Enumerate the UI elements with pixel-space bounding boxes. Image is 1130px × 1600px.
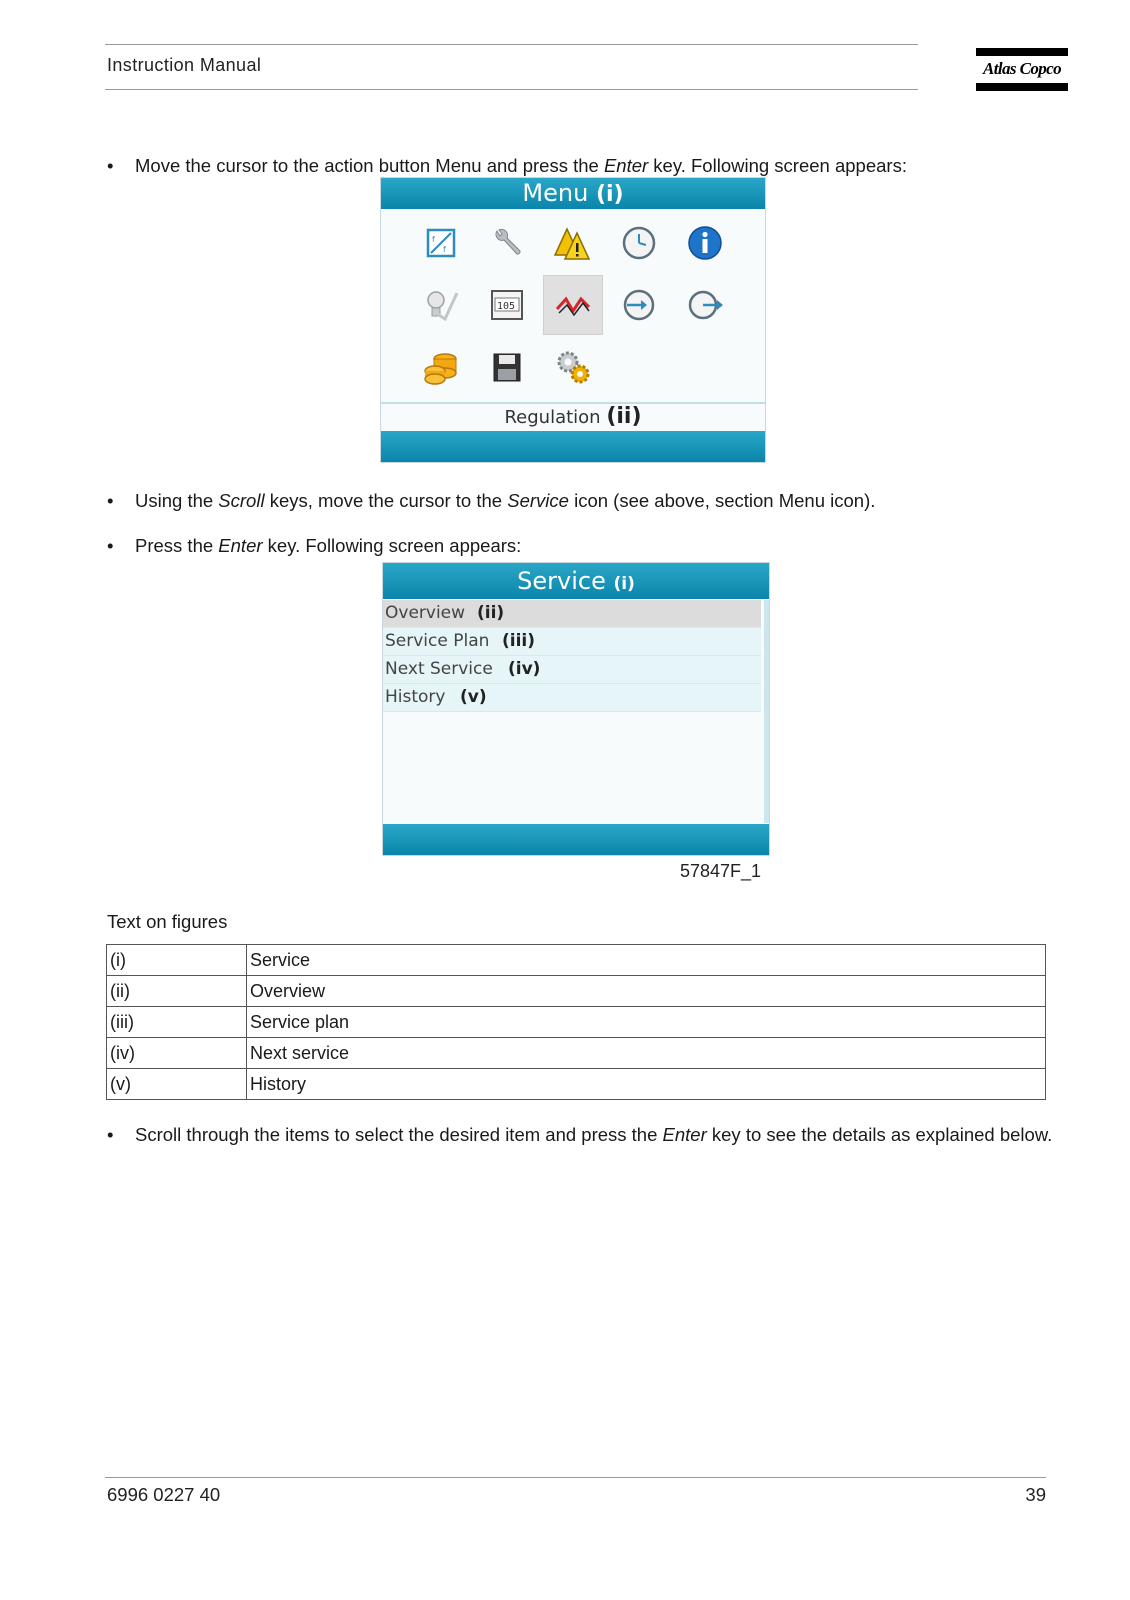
logo-bar-top xyxy=(976,48,1068,56)
logo-bar-bottom xyxy=(976,83,1068,91)
bullet-2-text: Using the Scroll keys, move the cursor to the Service icon (see above, section Menu icon). xyxy=(135,490,876,511)
table-cell-ref: (iv) xyxy=(107,1038,247,1069)
bullet-dot: • xyxy=(107,155,114,176)
table-row xyxy=(107,1069,1046,1100)
menu-screen xyxy=(380,177,766,463)
service-item-history[interactable]: History (v) xyxy=(383,684,761,712)
service-scrollbar[interactable] xyxy=(764,600,769,823)
lightbulb-check-icon[interactable] xyxy=(412,276,470,334)
document-number: 6996 0227 40 xyxy=(107,1484,221,1505)
table-row xyxy=(107,945,1046,976)
table-cell-text: Next service xyxy=(247,1038,1046,1069)
svg-text:f: f xyxy=(432,235,435,244)
footer-rule xyxy=(105,1477,1046,1478)
svg-text:f: f xyxy=(443,245,446,254)
header-rule-top xyxy=(105,44,918,45)
table-cell-ref: (v) xyxy=(107,1069,247,1100)
document-title: Instruction Manual xyxy=(107,55,262,75)
wrench-icon[interactable] xyxy=(478,214,536,272)
counter-icon[interactable] xyxy=(478,276,536,334)
warning-icon[interactable] xyxy=(544,214,602,272)
bullet-dot: • xyxy=(107,490,114,511)
svg-text:105: 105 xyxy=(497,301,516,312)
arrow-in-icon[interactable] xyxy=(610,276,668,334)
table-cell-text: History xyxy=(247,1069,1046,1100)
regulation-icon[interactable] xyxy=(543,275,603,335)
menu-selected-label: Regulation (ii) xyxy=(504,404,642,429)
service-item-next-service[interactable]: Next Service (iv) xyxy=(383,656,761,684)
bullet-4-text: Scroll through the items to select the desired item and press the Enter key to see the details as explained below. xyxy=(135,1124,1053,1145)
coins-icon[interactable] xyxy=(412,338,470,396)
arrow-out-icon[interactable] xyxy=(676,276,734,334)
table-row xyxy=(107,1038,1046,1069)
inputs-icon[interactable] xyxy=(412,214,470,272)
save-icon[interactable] xyxy=(478,338,536,396)
info-icon[interactable] xyxy=(676,214,734,272)
table-row xyxy=(107,976,1046,1007)
bullet-dot: • xyxy=(107,1124,114,1145)
table-cell-text: Service xyxy=(247,945,1046,976)
clock-icon[interactable] xyxy=(610,214,668,272)
table-cell-text: Overview xyxy=(247,976,1046,1007)
text-on-figures-table xyxy=(106,944,1046,1100)
figure-id: 57847F_1 xyxy=(680,861,762,881)
menu-title: Menu (i) xyxy=(522,179,624,207)
table-caption: Text on figures xyxy=(107,911,228,932)
table-cell-ref: (ii) xyxy=(107,976,247,1007)
bullet-1-text: Move the cursor to the action button Menu and press the Enter key. Following screen appears: xyxy=(135,155,907,176)
menu-bottom-bar xyxy=(381,431,765,462)
service-item-overview[interactable]: Overview (ii) xyxy=(383,600,761,628)
service-bottom-bar xyxy=(383,824,769,855)
table-row xyxy=(107,1007,1046,1038)
table-cell-ref: (i) xyxy=(107,945,247,976)
header-rule-bottom xyxy=(105,89,918,90)
page-number: 39 xyxy=(1025,1484,1046,1505)
table-cell-ref: (iii) xyxy=(107,1007,247,1038)
bullet-dot: • xyxy=(107,535,114,556)
atlas-copco-logo xyxy=(976,48,1068,93)
bullet-3-text: Press the Enter key. Following screen appears: xyxy=(135,535,522,556)
logo-text: Atlas Copco xyxy=(983,59,1061,78)
service-title: Service (i) xyxy=(517,567,635,595)
settings-gears-icon[interactable] xyxy=(544,338,602,396)
service-screen xyxy=(382,562,770,856)
table-cell-text: Service plan xyxy=(247,1007,1046,1038)
service-item-service-plan[interactable]: Service Plan (iii) xyxy=(383,628,761,656)
